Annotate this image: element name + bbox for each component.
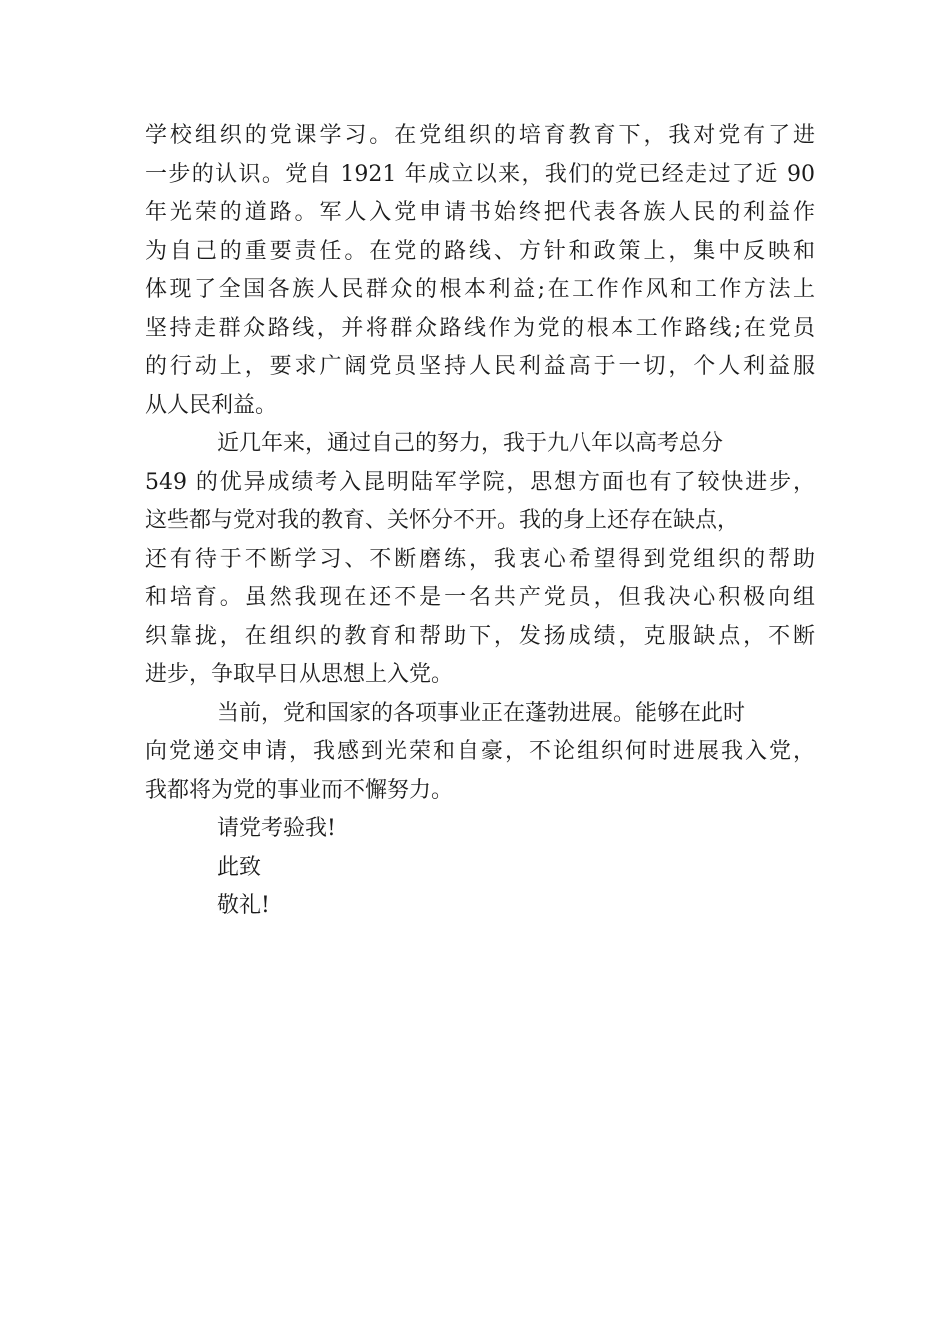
text-line: 体现了全国各族人民群众的根本利益;在工作作风和工作方法上 — [145, 277, 815, 302]
text-line: 和培育。虽然我现在还不是一名共产党员，但我决心积极向组 — [145, 585, 815, 610]
text-line: 向党递交申请，我感到光荣和自豪，不论组织何时进展我入党， — [145, 739, 815, 764]
text-line: 年光荣的道路。军人入党申请书始终把代表各族人民的利益作 — [145, 200, 815, 225]
text-line: 我都将为党的事业而不懈努力。 — [145, 777, 454, 803]
text-line: 为自己的重要责任。在党的路线、方针和政策上，集中反映和 — [145, 238, 815, 264]
text-line: 织靠拢，在组织的教育和帮助下，发扬成绩，克服缺点，不断 — [145, 623, 815, 649]
closing-salutation-1: 此致 — [217, 854, 262, 880]
text-line: 当前，党和国家的各项事业正在蓬勃进展。能够在此时 — [217, 700, 746, 726]
text-line: 学校组织的党课学习。在党组织的培育教育下，我对党有了进 — [145, 123, 815, 148]
text-line: 近几年来，通过自己的努力，我于九八年以高考总分 — [217, 431, 724, 456]
text-line: 坚持走群众路线，并将群众路线作为党的根本工作路线;在党员 — [145, 315, 815, 341]
text-line: 的行动上，要求广阔党员坚持人民利益高于一切，个人利益服 — [145, 354, 815, 379]
document-body — [145, 117, 815, 926]
text-line: 这些都与党对我的教育、关怀分不开。我的身上还存在缺点， — [145, 508, 740, 533]
text-line: 进步，争取早日从思想上入党。 — [145, 662, 454, 687]
text-line: 一步的认识。党自 1921 年成立以来，我们的党已经走过了近 90 — [145, 161, 815, 187]
closing-request: 请党考验我! — [217, 816, 336, 841]
paragraph-1 — [145, 117, 815, 425]
text-line: 549 的优异成绩考入昆明陆军学院，思想方面也有了较快进步， — [145, 469, 815, 495]
paragraph-3 — [145, 695, 815, 811]
paragraph-2 — [145, 425, 815, 695]
text-line: 从人民利益。 — [145, 392, 278, 418]
closing-block — [145, 810, 815, 926]
closing-salutation-2: 敬礼! — [217, 893, 270, 918]
text-line: 还有待于不断学习、不断磨练，我衷心希望得到党组织的帮助 — [145, 546, 815, 572]
